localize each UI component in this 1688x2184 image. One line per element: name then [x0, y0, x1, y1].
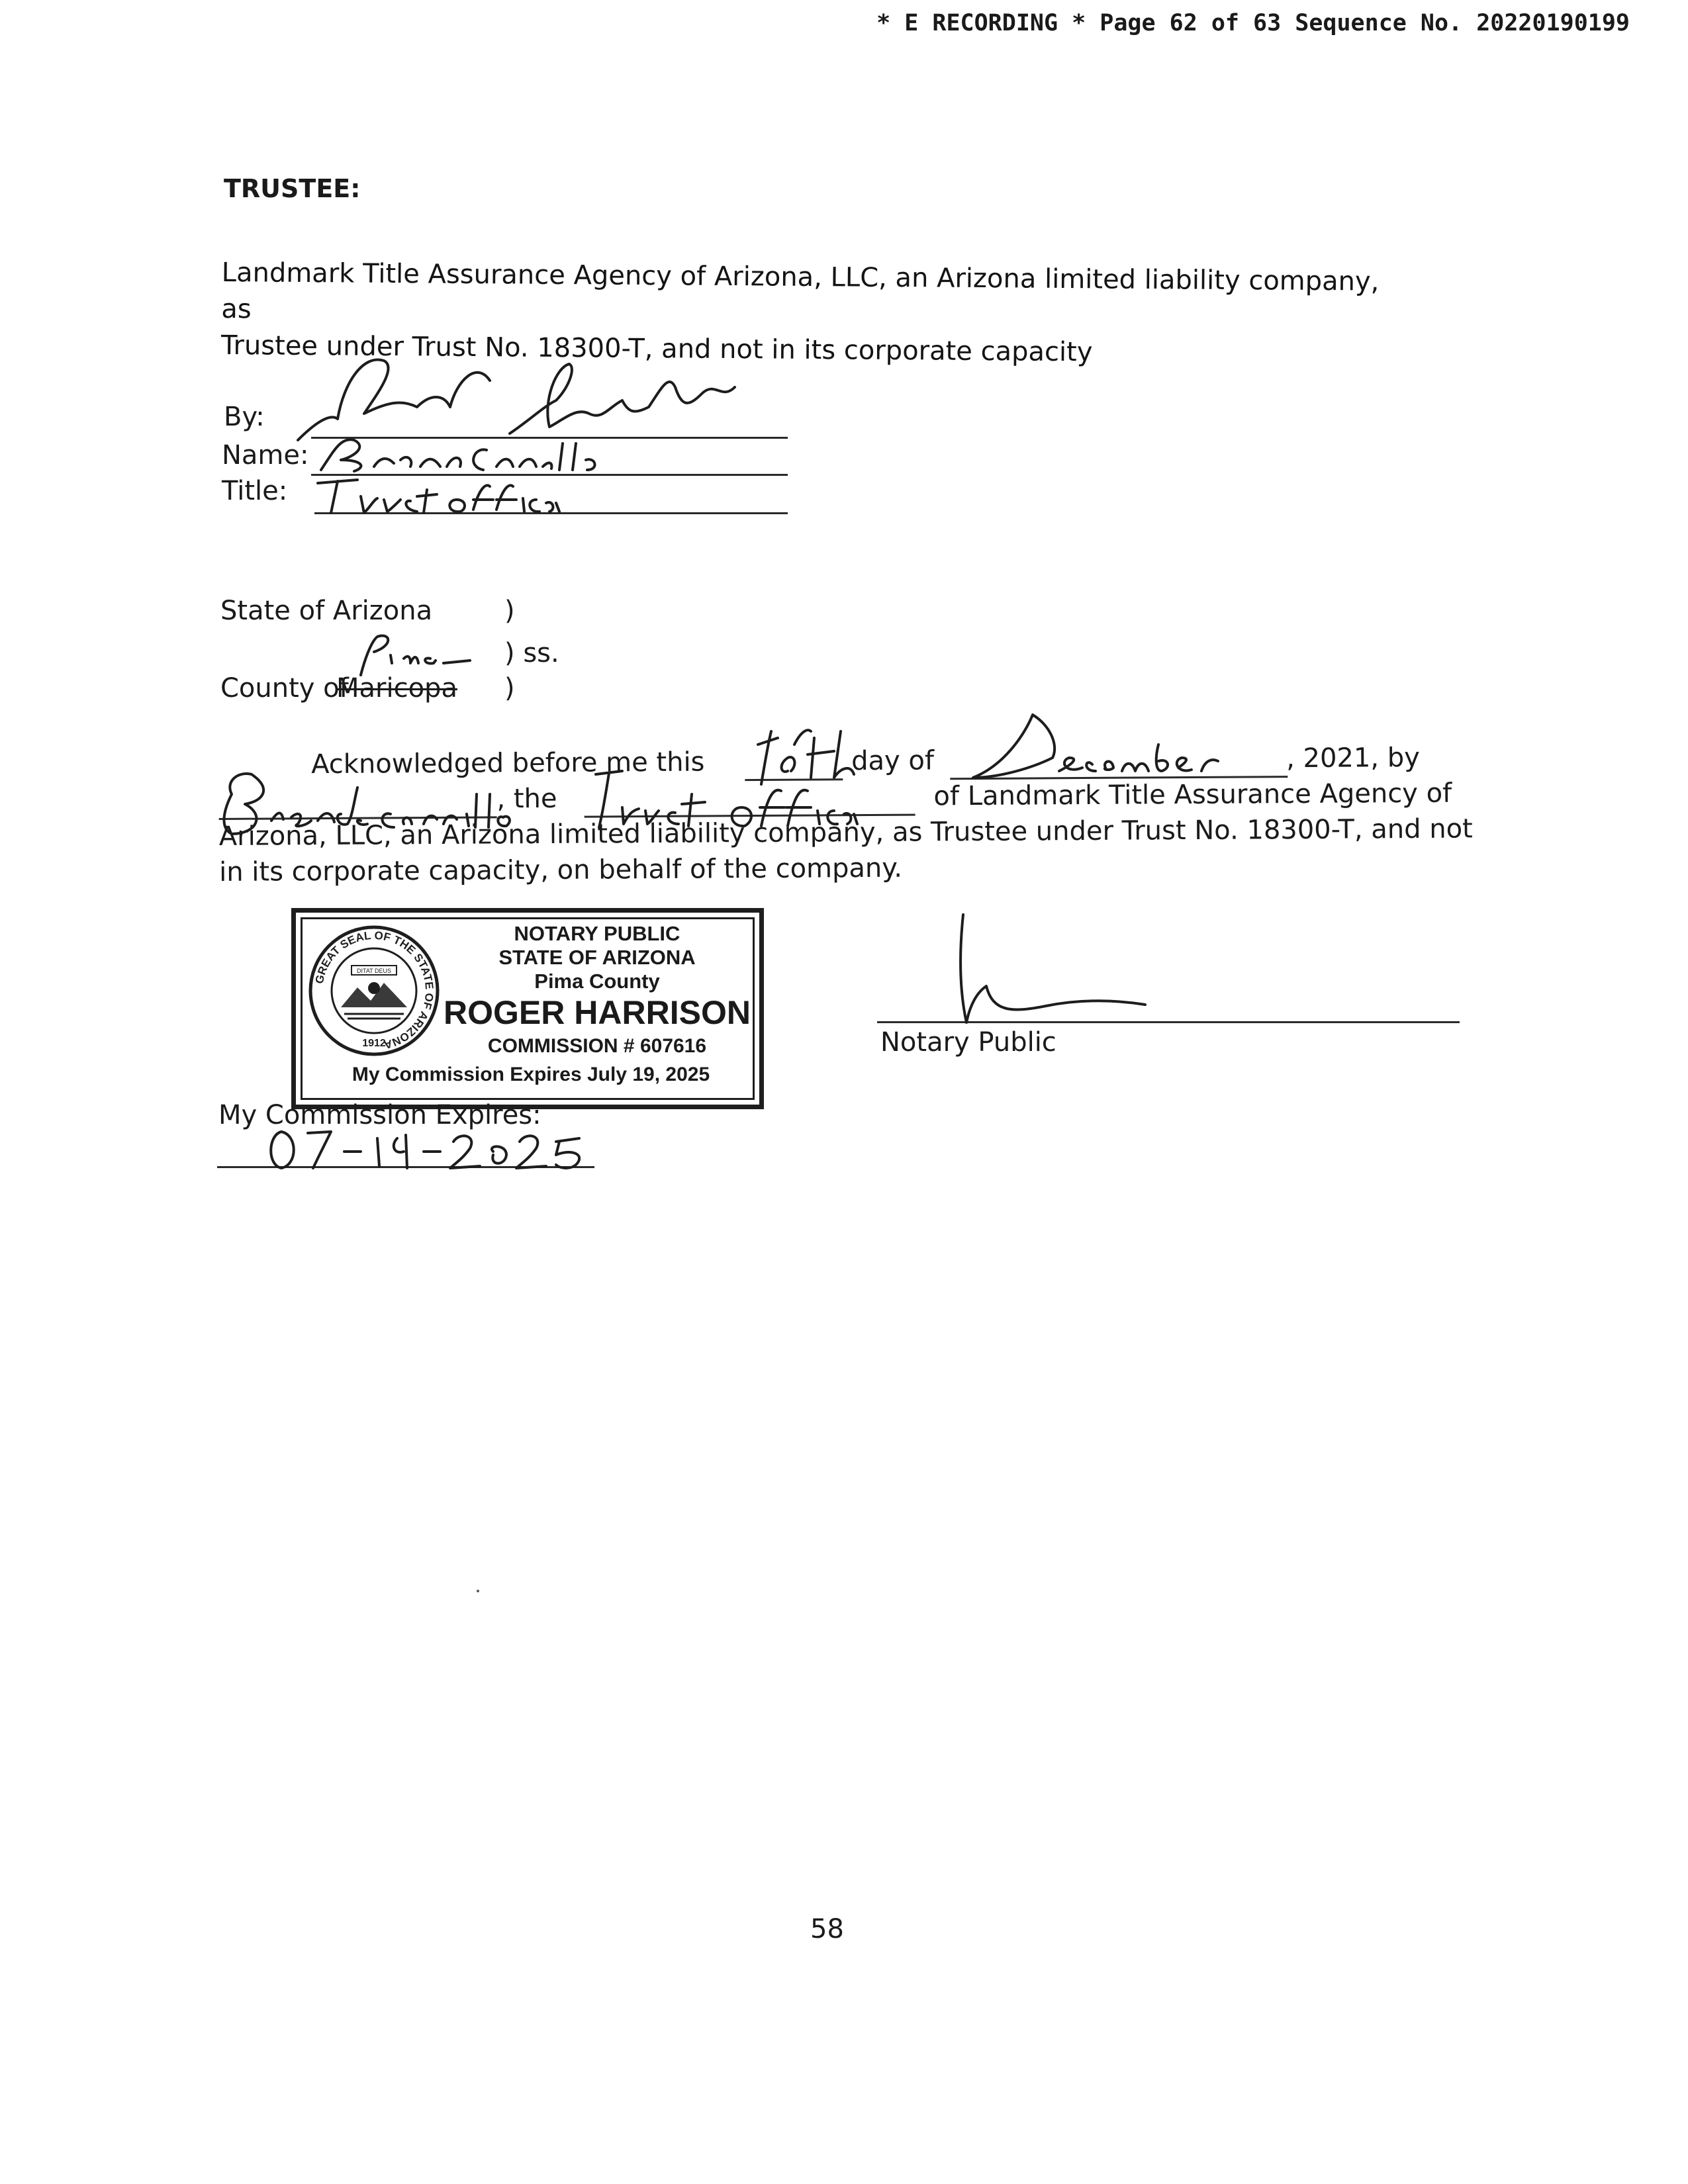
stamp-line-1: NOTARY PUBLIC	[514, 922, 680, 945]
handwritten-signer	[212, 761, 516, 841]
ack-the: , the	[496, 783, 557, 815]
trustee-heading: TRUSTEE:	[224, 174, 361, 203]
commission-number: COMMISSION # 607616	[487, 1035, 707, 1057]
notary-public-label: Notary Public	[880, 1027, 1056, 1058]
seal-motto: DITAT DEUS	[356, 968, 392, 974]
ack-line-4-text: in its corporate capacity, on behalf of the company.	[219, 852, 903, 887]
ack-word2: day of	[851, 745, 935, 777]
ack-line-4	[219, 848, 1450, 891]
ack-word1: Acknowledged before me this	[311, 747, 705, 780]
notary-name: ROGER HARRISON	[444, 994, 751, 1031]
by-label: By:	[224, 402, 265, 432]
recording-header: * E RECORDING * Page 62 of 63 Sequence No. 20220190199	[876, 10, 1630, 36]
name-label: Name:	[222, 440, 309, 471]
commission-expires-label: My Commission Expires:	[218, 1100, 541, 1130]
paren-3: )	[504, 673, 515, 704]
trustee-description-line-2: Trustee under Trust No. 18300-T, and not in its corporate capacity	[220, 330, 1093, 368]
notary-stamp	[291, 908, 764, 1109]
handwritten-title	[311, 473, 563, 520]
ack-year: , 2021, by	[1286, 742, 1420, 774]
ss-label: ) ss.	[504, 638, 559, 668]
stamp-county: Pima County	[534, 970, 660, 993]
scan-speck	[477, 1590, 479, 1592]
handwritten-expiry	[261, 1118, 612, 1175]
stamp-line-2: STATE OF ARIZONA	[498, 946, 696, 969]
paren-1: )	[504, 596, 515, 626]
county-handwritten	[344, 629, 477, 682]
seal-year: 1912	[362, 1038, 386, 1049]
ack-of-landmark: of Landmark Title Assurance Agency of	[933, 778, 1452, 812]
state-label: State of Arizona	[220, 596, 433, 626]
handwritten-name	[314, 430, 619, 477]
county-label: County of	[220, 673, 349, 704]
seal-ring-text: GREAT SEAL OF THE STATE OF ARIZONA	[312, 929, 436, 1052]
trustee-description-line-1: Landmark Title Assurance Agency of Arizona, LLC, an Arizona limited liability company, as	[221, 257, 1380, 325]
county-struck: Maricopa	[336, 673, 457, 704]
state-seal-icon	[308, 925, 440, 1057]
notary-signature	[940, 907, 1165, 1039]
handwritten-officer	[583, 761, 861, 834]
handwritten-month	[960, 705, 1238, 791]
ack-line-3-text: Arizona, LLC, an Arizona limited liability company, as Trustee under Trust No. 18300-T, and not	[218, 813, 1473, 852]
page-number: 58	[810, 1914, 844, 1944]
stamp-expiry: My Commission Expires July 19, 2025	[352, 1064, 710, 1085]
title-label: Title:	[222, 476, 288, 506]
